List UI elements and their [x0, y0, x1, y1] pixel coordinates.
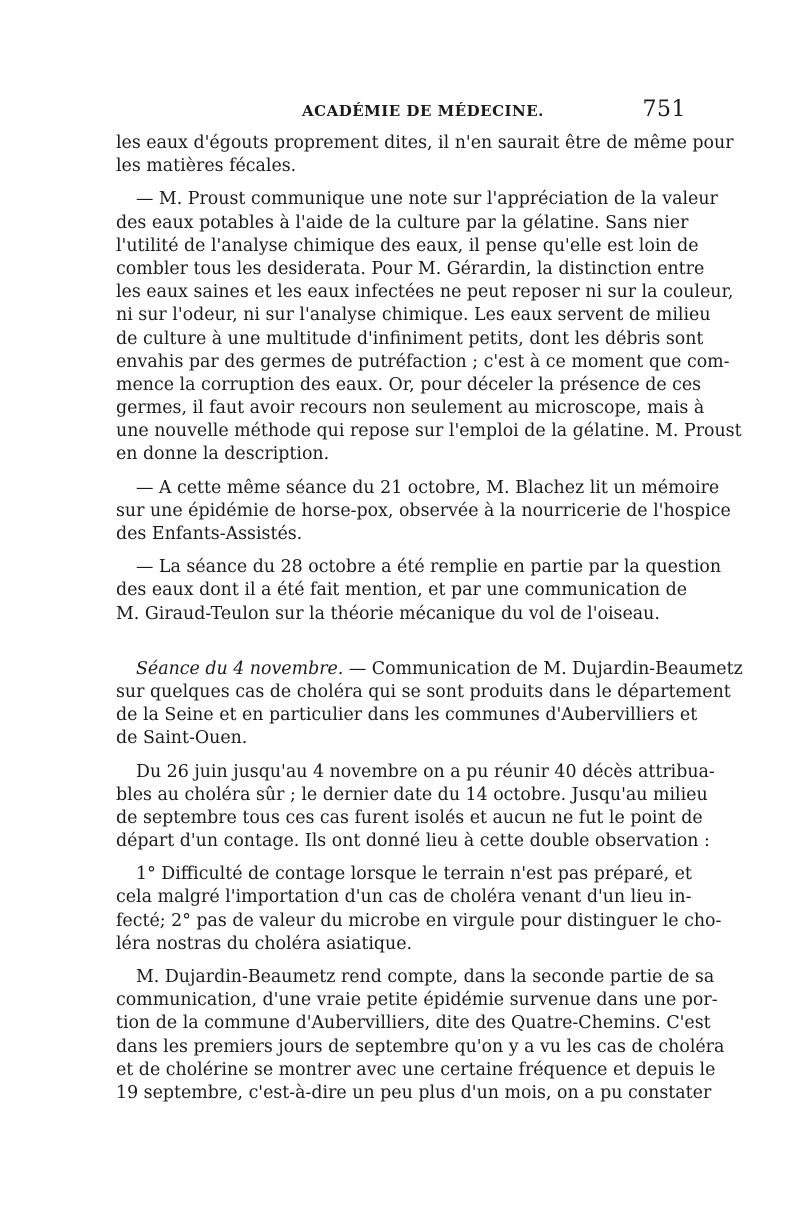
text-line: M. Dujardin-Beaumetz rend compte, dans la seconde partie de sa	[136, 967, 715, 987]
text-line	[116, 658, 743, 681]
text-line: cela malgré l'importation d'un cas de choléra venant d'un lieu in-	[116, 887, 692, 908]
text-line: sur quelques cas de choléra qui se sont produits dans le département	[116, 681, 731, 702]
text-line: dans les premiers jours de septembre qu'on y a vu les cas de choléra	[116, 1036, 725, 1057]
text-line: — A cette même séance du 21 octobre, M. Blachez lit un mémoire	[136, 477, 720, 498]
text-line: 19 septembre, c'est-à-dire un peu plus d'un mois, on a pu constater	[116, 1082, 712, 1103]
text-line: une nouvelle méthode qui repose sur l'emploi de la gélatine. M. Proust	[116, 421, 742, 442]
text-line: de Saint-Ouen.	[116, 728, 248, 749]
text-line: communication, d'une vraie petite épidémie survenue dans une por-	[116, 990, 718, 1011]
session-intro: — Communication de M. Dujardin-Beaumetz	[343, 658, 743, 679]
text-line: des Enfants-Assistés.	[116, 524, 303, 544]
paragraph-seance-4-novembre	[116, 658, 743, 751]
text-line: germes, il faut avoir recours non seulement au microscope, mais à	[116, 398, 705, 419]
running-title: ACADÉMIE DE MÉDECINE.	[302, 102, 544, 120]
text-line: des eaux potables à l'aide de la culture par la gélatine. Sans nier	[116, 212, 689, 233]
text-line: bles au choléra sûr ; le dernier date du 14 octobre. Jusqu'au milieu	[116, 784, 708, 805]
paragraph-1	[116, 132, 734, 178]
text-line: envahis par des germes de putréfaction ; c'est à ce moment que com-	[116, 351, 730, 372]
text-line: — M. Proust communique une note sur l'appréciation de la valeur	[136, 189, 718, 210]
page-header	[116, 97, 686, 127]
text-line: et de cholérine se montrer avec une certaine fréquence et depuis le	[116, 1059, 716, 1080]
session-date: Séance du 4 novembre.	[136, 658, 344, 679]
text-line: les matières fécales.	[116, 156, 297, 177]
text-line: de culture à une multitude d'infiniment petits, dont les débris sont	[116, 328, 704, 349]
text-line: les eaux saines et les eaux infectées ne peut reposer ni sur la couleur,	[116, 282, 734, 303]
text-line: mence la corruption des eaux. Or, pour déceler la présence de ces	[116, 374, 702, 395]
text-line: l'utilité de l'analyse chimique des eaux, il pense qu'elle est loin de	[116, 235, 699, 256]
paragraph-deces	[116, 761, 715, 854]
paragraph-28-octobre	[116, 556, 722, 626]
paragraph-observations	[116, 863, 722, 956]
text-line: départ d'un contage. Ils ont donné lieu à cette double observation :	[116, 831, 710, 852]
page-number: 751	[642, 97, 686, 122]
text-line: fecté; 2° pas de valeur du microbe en virgule pour distinguer le cho-	[116, 910, 722, 931]
text-line: tion de la commune d'Aubervilliers, dite des Quatre-Chemins. C'est	[116, 1013, 711, 1034]
text-line: des eaux dont il a été fait mention, et par une communication de	[116, 580, 687, 601]
text-line: M. Giraud-Teulon sur la théorie mécanique du vol de l'oiseau.	[116, 603, 660, 624]
body-text	[116, 132, 743, 1105]
paragraph-epidemie	[116, 966, 725, 1105]
text-line: sur une épidémie de horse-pox, observée à la nourricerie de l'hospice	[116, 500, 731, 521]
paragraph-blachez	[116, 477, 731, 547]
text-line: Du 26 juin jusqu'au 4 novembre on a pu réunir 40 décès attribua-	[136, 761, 715, 782]
text-line: combler tous les desiderata. Pour M. Gérardin, la distinction entre	[116, 258, 705, 279]
text-line: — La séance du 28 octobre a été remplie en partie par la question	[136, 557, 722, 578]
text-line: de septembre tous ces cas furent isolés et aucun ne fut le point de	[116, 807, 703, 828]
text-line: en donne la description.	[116, 444, 330, 465]
text-line: ni sur l'odeur, ni sur l'analyse chimique. Les eaux servent de milieu	[116, 305, 711, 326]
text-line: de la Seine et en particulier dans les communes d'Aubervilliers et	[116, 705, 698, 726]
paragraph-proust	[116, 188, 742, 466]
text-line: les eaux d'égouts proprement dites, il n'en saurait être de même pour	[116, 133, 734, 153]
text-line: léra nostras du choléra asiatique.	[116, 933, 413, 954]
text-line: 1° Difficulté de contage lorsque le terrain n'est pas préparé, et	[136, 864, 692, 885]
